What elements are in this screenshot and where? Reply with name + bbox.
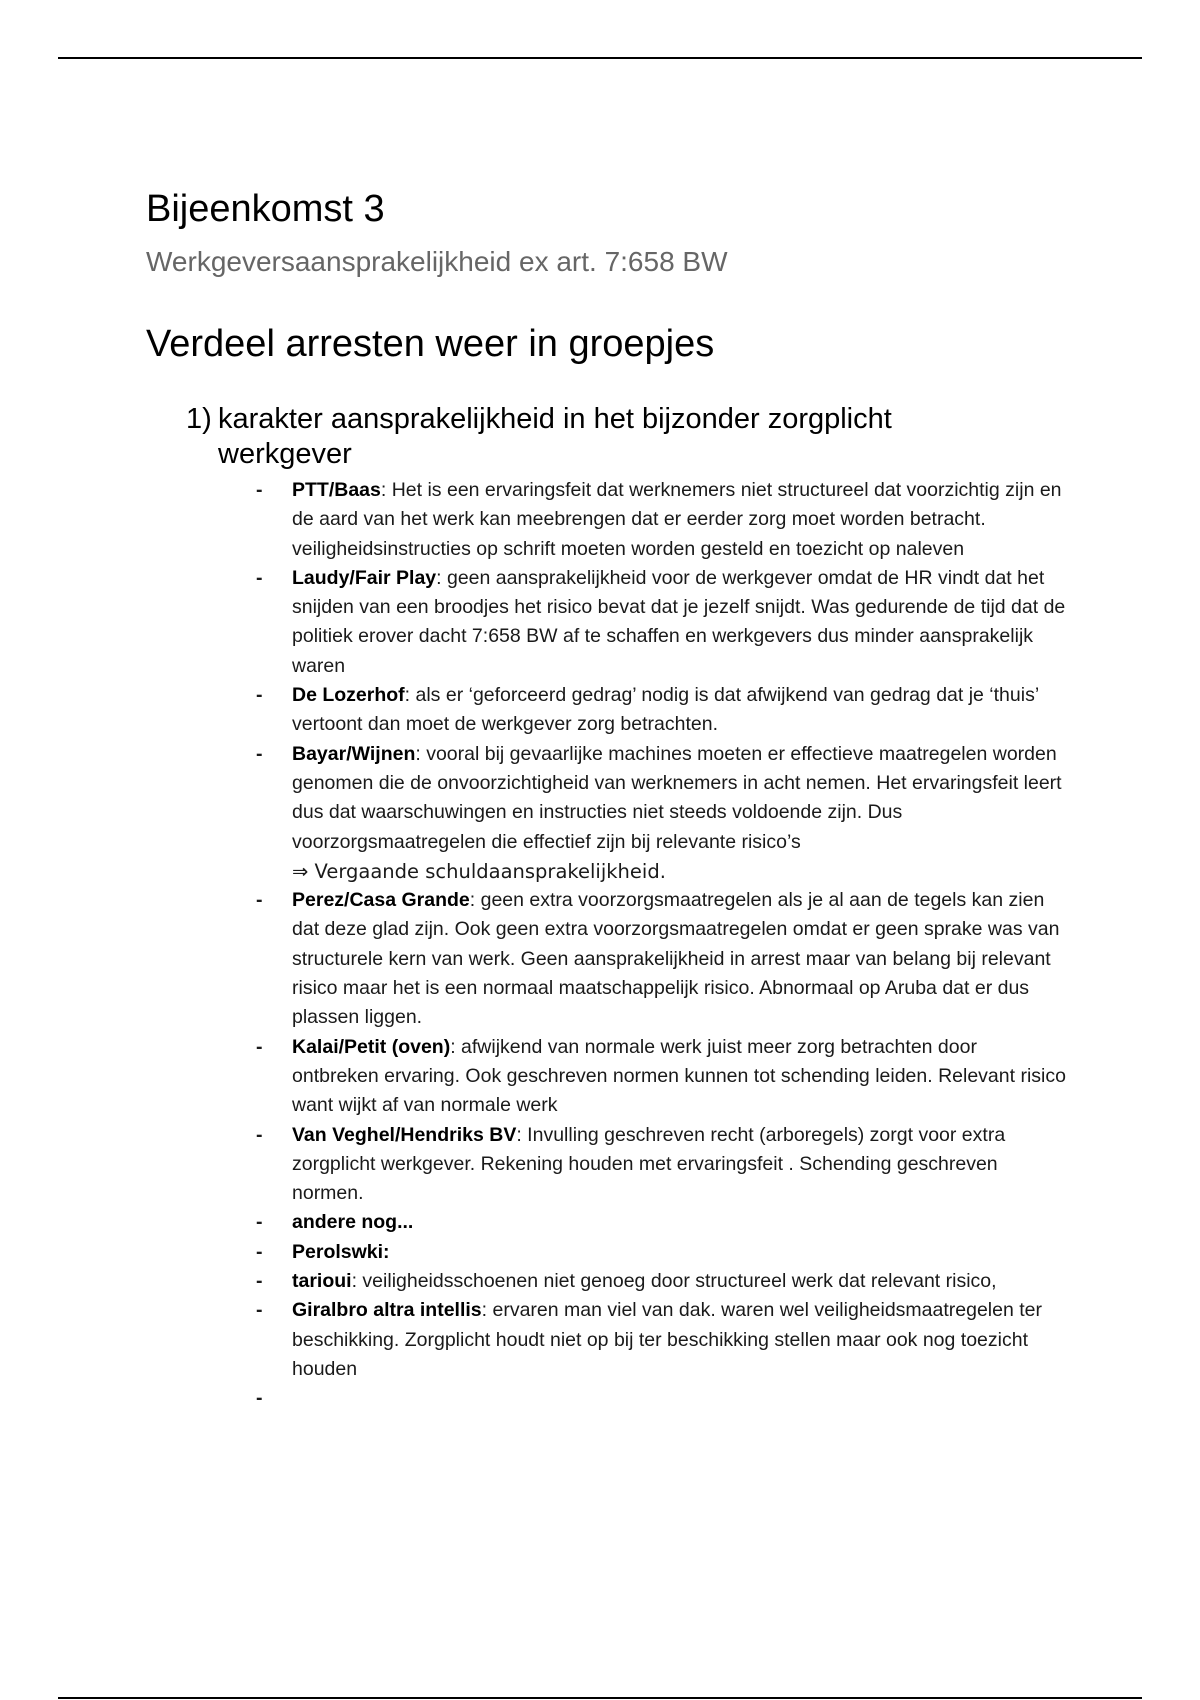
case-description: : geen aansprakelijkheid voor de werkgever omdat de HR vindt dat het snijden van een broodjes het risico bevat dat je jezelf snijdt. Was gedurende de tijd dat de politiek erover dacht 7:658 BW af te schaffen en werkgevers dus minder aansprakelijk waren	[292, 566, 1066, 677]
case-name: tarioui	[292, 1270, 352, 1293]
case-description: : vooral bij gevaarlijke machines moeten er effectieve maatregelen worden genomen die de onvoorzichtigheid van werknemers in acht nemen. Het ervaringsfeit leert dus dat waarschuwingen en instructies niet steeds voldoende zijn. Dus voorzorgsmaatregelen die effectief zijn bij relevante risico’s	[292, 742, 1062, 853]
list-item-empty	[256, 1384, 1066, 1413]
page-title: Bijeenkomst 3	[146, 188, 385, 230]
case-name: andere nog...	[292, 1211, 414, 1234]
subheading-text: karakter aansprakelijkheid in het bijzonder zorgplicht werkgever	[218, 403, 892, 470]
list-item	[256, 681, 1066, 740]
list-item	[256, 1208, 1066, 1237]
list-item	[256, 1238, 1066, 1267]
bullet-dash: -	[256, 1123, 263, 1146]
case-name: Perolswki:	[292, 1240, 390, 1263]
case-description: : Het is een ervaringsfeit dat werknemers niet structureel dat voorzichtig zijn en de aard van het werk kan meebrengen dat er eerder zorg moet worden betracht. veiligheidsinstructies op schrift moeten worden gesteld en toezicht op naleven	[292, 479, 1062, 560]
case-name: De Lozerhof	[292, 684, 405, 707]
list-item	[256, 476, 1066, 564]
bullet-dash: -	[256, 684, 263, 707]
list-item	[256, 564, 1066, 681]
case-list	[256, 476, 1066, 1414]
case-description: : geen extra voorzorgsmaatregelen als je al aan de tegels kan zien dat deze glad zijn. Ook geen extra voorzorgsmaatregelen omdat er geen sprake was van structurele kern van werk. Geen aansprakelijkheid in arrest maar van belang bij relevant risico maar het is een normaal maatschappelijk risico. Abnormaal op Aruba dat er dus plassen liggen.	[292, 889, 1060, 1029]
bullet-dash: -	[256, 479, 263, 501]
case-description: : als er ‘geforceerd gedrag’ nodig is dat afwijkend van gedrag dat je ‘thuis’ vertoont dan moet de werkgever zorg betrachten.	[292, 684, 1039, 736]
case-name: Bayar/Wijnen	[292, 742, 416, 765]
conclusion-line: ⇒ Vergaande schuldaansprakelijkheid.	[292, 859, 666, 883]
list-item	[256, 886, 1066, 1032]
case-description: : afwijkend van normale werk juist meer zorg betrachten door ontbreken ervaring. Ook geschreven normen kunnen tot schending leiden. Relevant risico want wijkt af van normale werk	[292, 1035, 1066, 1117]
bullet-dash: -	[256, 566, 263, 589]
section-heading: Verdeel arresten weer in groepjes	[146, 323, 715, 365]
case-name: Laudy/Fair Play	[292, 566, 437, 589]
case-name: Van Veghel/Hendriks BV	[292, 1123, 517, 1146]
subheading-number: 1)	[186, 403, 212, 435]
bullet-dash: -	[256, 1211, 263, 1234]
case-name: Kalai/Petit (oven)	[292, 1035, 451, 1058]
page-subtitle: Werkgeversaansprakelijkheid ex art. 7:658 BW	[146, 246, 728, 277]
list-item	[256, 740, 1066, 886]
top-rule	[58, 57, 1142, 59]
bottom-rule	[58, 1697, 1142, 1699]
case-name: Perez/Casa Grande	[292, 889, 470, 912]
case-description: : ervaren man viel van dak. waren wel veiligheidsmaatregelen ter beschikking. Zorgplicht houdt niet op bij ter beschikking stellen maar ook nog toezicht houden	[292, 1299, 1043, 1380]
case-name: Giralbro altra intellis	[292, 1299, 482, 1322]
bullet-dash: -	[256, 742, 263, 765]
case-description: : Invulling geschreven recht (arboregels) zorgt voor extra zorgplicht werkgever. Rekening houden met ervaringsfeit . Schending geschreven normen.	[292, 1123, 1006, 1205]
bullet-dash: -	[256, 1387, 263, 1410]
list-item	[256, 1033, 1066, 1121]
bullet-dash: -	[256, 1270, 263, 1293]
case-description: : veiligheidsschoenen niet genoeg door structureel werk dat relevant risico,	[351, 1270, 997, 1293]
list-item	[256, 1296, 1066, 1384]
list-item	[256, 1267, 1066, 1296]
bullet-dash: -	[256, 1035, 263, 1058]
numbered-subheading	[186, 402, 1006, 472]
bullet-dash: -	[256, 1299, 263, 1322]
list-item	[256, 1121, 1066, 1209]
case-name: PTT/Baas	[292, 479, 381, 501]
bullet-dash: -	[256, 1240, 263, 1263]
bullet-dash: -	[256, 889, 263, 912]
